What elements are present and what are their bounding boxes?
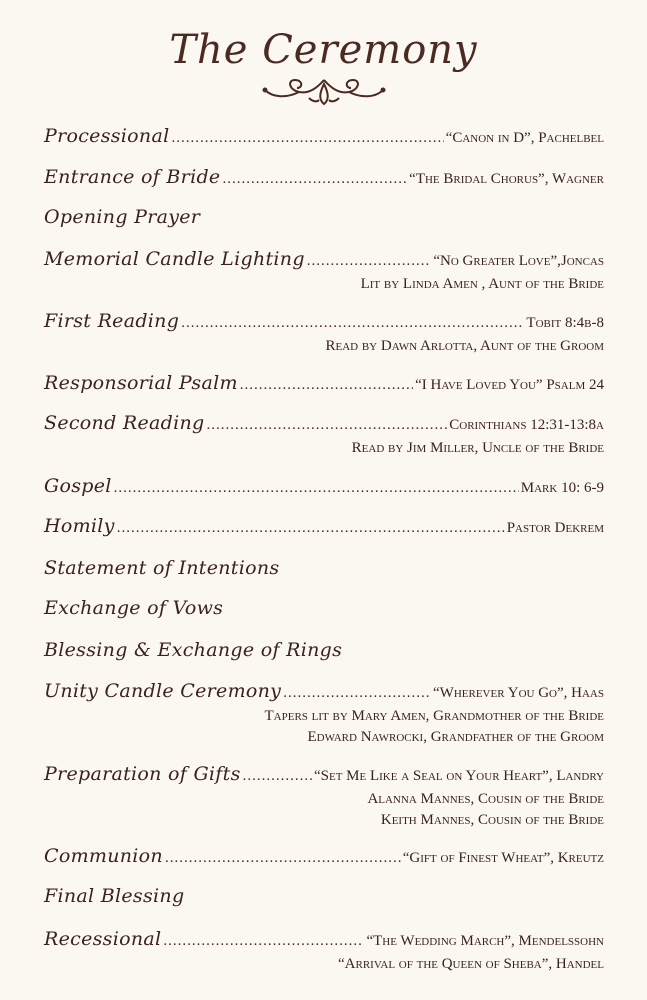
program-item-note: Read by Jim Miller, Uncle of the Bride — [351, 440, 604, 456]
program-item-row — [44, 885, 604, 911]
dot-leader — [240, 377, 413, 394]
program-item-label: Communion — [44, 845, 163, 867]
program-item — [44, 166, 604, 192]
program-item-value: Pastor Dekrem — [506, 520, 604, 536]
dot-leader — [222, 171, 407, 188]
program-item-value: “The Bridal Chorus”, Wagner — [409, 171, 604, 187]
program-item-row — [44, 166, 604, 192]
program-item — [44, 680, 604, 748]
program-item-row — [44, 845, 604, 871]
program-item-label: Preparation of Gifts — [44, 763, 241, 785]
program-item — [44, 310, 604, 357]
program-item-label: Responsorial Psalm — [44, 372, 238, 394]
title-block — [0, 24, 647, 76]
program-item — [44, 639, 604, 665]
program-item-note: Tapers lit by Mary Amen, Grandmother of the Bride — [264, 708, 604, 724]
program-item-note: Edward Nawrocki, Grandfather of the Groom — [307, 729, 604, 745]
program-item-label: Recessional — [44, 928, 162, 950]
program-item-row — [44, 475, 604, 501]
program-item-row — [44, 597, 604, 623]
dot-leader — [114, 480, 519, 497]
program-item — [44, 372, 604, 398]
program-item-note: “Arrival of the Queen of Sheba”, Handel — [338, 956, 604, 972]
program-item-value: “I Have Loved You” Psalm 24 — [415, 377, 604, 393]
program-item — [44, 845, 604, 871]
program-item-label: Final Blessing — [44, 885, 185, 907]
program-item-value: “Wherever You Go”, Haas — [433, 685, 604, 701]
program-item-label: Second Reading — [44, 412, 205, 434]
program-item-value: “Set Me Like a Seal on Your Heart”, Landry — [313, 768, 604, 784]
dot-leader — [117, 520, 505, 537]
program-item-row — [44, 372, 604, 398]
program-item-label: Opening Prayer — [44, 206, 201, 228]
dot-leader — [243, 768, 312, 785]
program-item-value: Tobit 8:4b-8 — [526, 315, 604, 331]
program-item-label: Memorial Candle Lighting — [44, 248, 305, 270]
program-item-note: Keith Mannes, Cousin of the Bride — [380, 812, 604, 828]
program-item — [44, 206, 604, 232]
program-item-row — [44, 206, 604, 232]
program-item — [44, 412, 604, 459]
program-item-row — [44, 412, 604, 438]
program-item-label: Entrance of Bride — [44, 166, 221, 188]
program-item — [44, 885, 604, 911]
program-item-note: Read by Dawn Arlotta, Aunt of the Groom — [325, 338, 604, 354]
dot-leader — [163, 933, 364, 950]
program-item-row — [44, 557, 604, 583]
program-item-row — [44, 639, 604, 665]
page-title: The Ceremony — [169, 27, 478, 73]
program-item-row — [44, 928, 604, 954]
program-item-value: “Canon in D”, Pachelbel — [445, 130, 604, 146]
program-item-value: “No Greater Love”,Joncas — [433, 253, 604, 269]
program-item — [44, 475, 604, 501]
program-item-row — [44, 248, 604, 274]
program-item — [44, 763, 604, 831]
program-item-label: Blessing & Exchange of Rings — [44, 639, 343, 661]
program-item-note: Lit by Linda Amen , Aunt of the Bride — [360, 276, 604, 292]
program-item — [44, 515, 604, 541]
program-item-row — [44, 680, 604, 706]
program-item-value: “The Wedding March”, Mendelssohn — [366, 933, 604, 949]
program-item — [44, 597, 604, 623]
program-item-label: Statement of Intentions — [44, 557, 280, 579]
program-item-row — [44, 763, 604, 789]
program-item — [44, 248, 604, 295]
program-item — [44, 928, 604, 975]
dot-leader — [171, 130, 443, 147]
program-item-row — [44, 125, 604, 151]
dot-leader — [283, 685, 431, 702]
program-item-value: Corinthians 12:31-13:8a — [449, 417, 604, 433]
program-item-label: Processional — [44, 125, 170, 147]
program-item-note: Alanna Mannes, Cousin of the Bride — [367, 791, 604, 807]
dot-leader — [207, 417, 448, 434]
program-item-label: Homily — [44, 515, 115, 537]
program-item-label: First Reading — [44, 310, 180, 332]
dot-leader — [307, 253, 432, 270]
program-item — [44, 125, 604, 151]
program-item-value: “Gift of Finest Wheat”, Kreutz — [402, 850, 604, 866]
program-item-label: Unity Candle Ceremony — [44, 680, 282, 702]
dot-leader — [165, 850, 401, 867]
program-item-row — [44, 310, 604, 336]
program-item-value: Mark 10: 6-9 — [520, 480, 604, 496]
program-item-label: Gospel — [44, 475, 112, 497]
flourish-ornament-icon — [259, 74, 389, 108]
dot-leader — [181, 315, 524, 332]
program-item — [44, 557, 604, 583]
program-item-label: Exchange of Vows — [44, 597, 224, 619]
program-item-row — [44, 515, 604, 541]
